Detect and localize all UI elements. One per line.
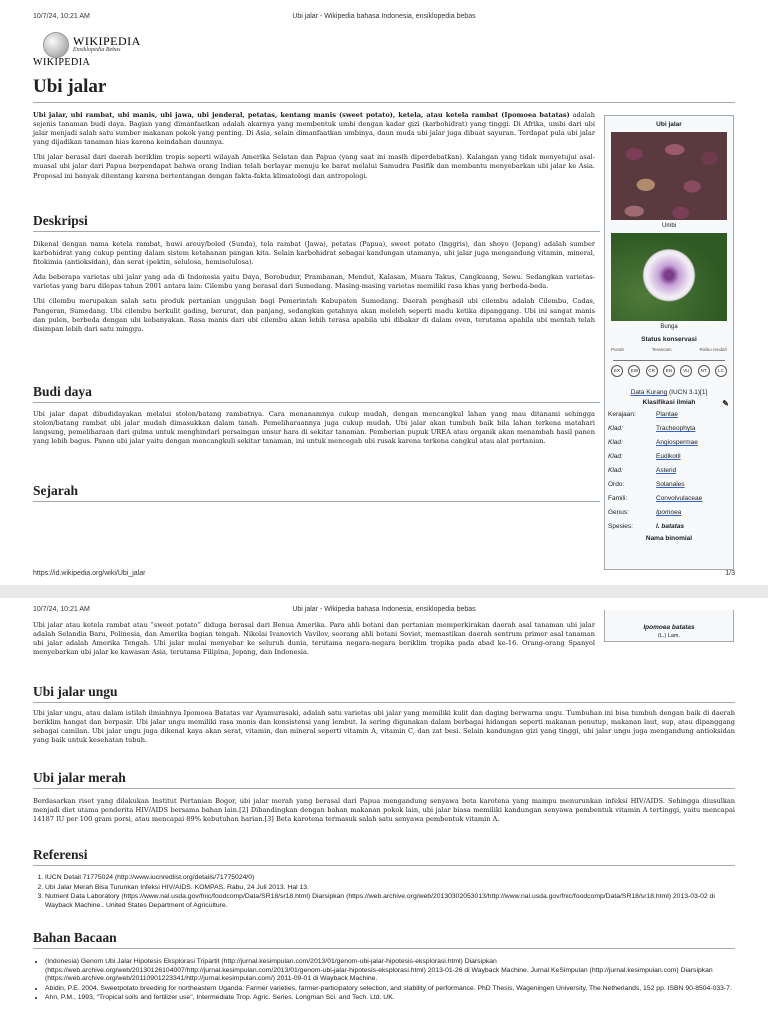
taxon-row: Kerajaan: Plantae (608, 411, 679, 418)
reading-item: • Abidin, P.E. 2004. Sweetpotato breeding for northeastern Uganda: Farmer varieties, farmer-participatory selection, and stability of performance. PhD Thesis, Wageningen University, The Netherlands, 152 pp. ISBN 90-8504-033-7. (45, 985, 735, 994)
reference-item: 2. Ubi Jalar Merah Bisa Turunkan Infeksi HIV/AIDS. KOMPAS. Rabu, 24 Juli 2013. Hal 13. (45, 884, 735, 893)
taxon-row: Klad: Angiospermae (608, 439, 698, 446)
article-intro (33, 111, 595, 187)
logo-subtitle: WIKIPEDIA (33, 57, 91, 68)
cons-code-nt[interactable]: NT (698, 365, 710, 377)
cons-code-en[interactable]: EN (663, 365, 675, 377)
section-heading-referensi: Referensi (33, 847, 735, 866)
section-sejarah (33, 621, 595, 663)
intro-names: Ubi jalar, ubi rambat, ubi manis, ubi jawa, ubi jenderal, petatas, kentang manis (sweet potato), ketela, atau ketela rambat (Ipomoea batatas) (33, 111, 570, 119)
section-heading-merah: Ubi jalar merah (33, 770, 735, 789)
cons-label-lowrisk: Risiko rendah (699, 347, 727, 352)
infobox (604, 115, 734, 570)
cons-code-lc[interactable]: LC (715, 365, 727, 377)
binomial-name: Ipomoea batatas (643, 624, 695, 631)
section-merah (33, 797, 735, 830)
deskripsi-paragraph-2: Ada beberapa varietas ubi jalar yang ada di Indonesia yaitu Daya, Borobudur, Prambanan, Mendut, Kalasan, Muara Takus, Cangkuang, Sewu. Sedangkan varietas-varietas yang baru dilepas tahun 2001 antara lain: Cilembu yang berasal dari Sumedang. Masing-masing varietas memiliki rasa khas yang berbeda-beda. (33, 273, 595, 291)
deskripsi-paragraph-1: Dikenal dengan nama ketela rambat, huwi areuy/boled (Sunda), tela rambat (Jawa), petatas (Papua), sweet potato (Inggris), dan shoyo (Jepang) adalah sumber karbohidrat yang cukup penting dalam sistem ketahanan pangan kita. Selain karbohidrat sebagai kandungan utamanya, ubi jalar juga mengandung vitamin, mineral, fitokimia (antioksidan), dan serat (pektin, selulosa, hemiselulosa). (33, 240, 595, 267)
data-status (605, 389, 733, 396)
conservation-status-title: Status konservasi (641, 336, 697, 343)
flower-caption: Bunga (660, 324, 678, 330)
edit-pencil-icon[interactable]: ✎ (722, 399, 729, 408)
wikipedia-logo[interactable] (33, 30, 143, 70)
cons-label-extinct: Punah (611, 347, 625, 352)
iucn-ref: (IUCN 3.1)[1] (669, 389, 708, 396)
reading-list (33, 958, 735, 1004)
sejarah-paragraph-1: Ubi jalar atau ketela rambat atau “sweet potato” diduga berasal dari Benua Amerika. Para ahli botani dan pertanian memperkirakan daerah asal tanaman ubi jalar adalah Selandia Baru, Polinesia, dan Amerika bagian tengah. Nikolai Ivanovich Vavilov, seorang ahli botani Soviet, memastikan daerah sentrum primer asal tanaman ubi jalar adalah Amerika Tengah. Ubi jalar mulai menyebar ke seluruh dunia, terutama negara-negara beriklim tropika pada abad ke-16. Orang-orang Spanyol menyebarkan ubi jalar ke kawasan Asia, terutama Filipina, Jepang, dan Indonesia. (33, 621, 595, 657)
section-heading-budidaya: Budi daya (33, 384, 600, 403)
section-heading-deskripsi: Deskripsi (33, 213, 600, 232)
taxon-row: Spesies: I. batatas (608, 523, 685, 530)
taxon-row: Genus: Ipomoea (608, 509, 682, 516)
section-heading-bacaan: Bahan Bacaan (33, 930, 735, 949)
taxon-row: Klad: Eudikotil (608, 453, 681, 460)
merah-paragraph-1: Berdasarkan riset yang dilakukan Institut Pertanian Bogor, ubi jalar merah yang berasal dari Papua mengandung senyawa beta karotena yang mampu menurunkan infeksi HIV/AIDS. Sehingga diusulkan menjadi diet utama penderita HIV/AIDS bersama bahan lain.[2] Dibandingkan dengan bahan makanan pokok lain, ubi jalar biasa memiliki kandungan senyawa pembentuk vitamin A tertinggi, yaitu mencapai 14187 IU per 100 gram porsi, atau mencapai 89% kebutuhan harian.[3] Beta karotena termasuk salah satu senyawa pembentuk vitamin A. (33, 797, 735, 824)
reading-item[interactable]: • (Indonesia) Genom Ubi Jalar Hipotesis Eksplorasi Tripartit (http://jurnal.kesimpulan.com/2013/01/genom-ubi-jalar-hipotesis-eksplorasi.html) Diarsipkan (https://web.archive.org/web/20130126104007/http://jurnal.kesimpulan.com/2013/01/genom-ubi-jalar-hipotesis-eksplorasi.html) 2013-01-26 di Wayback Machine. Jurnal KeSimpulan (http://jurnal.kesimpulan.com) Diarsipkan (https://web.archive.org/web/20110901223341/http://jurnal.kesimpulan.com/) 2011-09-01 di Wayback Machine. (45, 958, 735, 984)
print-page-title-2: Ubi jalar - Wikipedia bahasa Indonesia, ensiklopedia bebas (292, 606, 476, 613)
print-url: https://id.wikipedia.org/wiki/Ubi_jalar (33, 570, 146, 577)
taxon-row: Klad: Asterid (608, 467, 677, 474)
binomial-author: (L.) Lam. (657, 633, 680, 639)
cons-code-ex[interactable]: EX (611, 365, 623, 377)
section-heading-sejarah: Sejarah (33, 483, 600, 502)
print-datetime-2: 10/7/24, 10:21 AM (33, 606, 90, 613)
cons-code-vu[interactable]: VU (680, 365, 692, 377)
cons-label-threatened: Terancam (651, 347, 672, 352)
flower-photo[interactable] (611, 233, 727, 321)
intro-paragraph-2: Ubi jalar berasal dari daerah beriklim tropis seperti wilayah Amerika Selatan dan Papua (yang saat ini masih diperdebatkan). Kalangan yang tidak menyetujui asal-muasal ubi jalar dari Papua berpendapat bahwa orang Indian telah berlayar menuju ke barat melalui Samudra Pasifik dan membantu menyebarkan ubi jalar ke Asia. Proposal ini banyak ditentang karena bertentangan dengan fakta-fakta klimatologi dan antropologi. (33, 153, 595, 180)
tuber-caption: Umbi (661, 223, 676, 229)
taxon-row: Klad: Tracheophyta (608, 425, 696, 432)
infobox-continued (604, 610, 734, 642)
infobox-title: Ubi jalar (656, 121, 682, 128)
data-status-link[interactable]: Data Kurang (630, 389, 668, 396)
tuber-photo[interactable] (611, 132, 727, 220)
page-gap (0, 585, 768, 598)
deskripsi-paragraph-3: Ubi cilembu merupakan salah satu produk pertanian unggulan bagi Pemerintah Kabupaten Sumedang. Daerah penghasil ubi cilembu adalah Cilembu, Cadas, Pangeran, Sumedang. Ubi cilembu berkulit gading, berurat, dan panjang, sedangkan getahnya akan meleleh seperti madu ketika dipanggang. Ubi ini sangat manis dan pulen, berbeda dengan ubi kebanyakan. Rasa manis dari ubi cilembu akan lebih terasa apabila ubi dibakar di dalam oven, terutama apabila ubi mentah telah disimpan lebih dari satu minggu. (33, 297, 595, 333)
section-budidaya (33, 410, 595, 452)
wikipedia-globe-icon (43, 32, 69, 58)
section-deskripsi (33, 240, 595, 340)
intro-paragraph-1: Ubi jalar, ubi rambat, ubi manis, ubi jawa, ubi jenderal, petatas, kentang manis (sweet potato), ketela, atau ketela rambat (Ipomoea batatas) adalah sejenis tanaman budi daya. Bagian yang dimanfaatkan adalah akarnya yang membentuk umbi dengan kadar gizi (karbohidrat) yang tinggi. Di Afrika, umbi dari ubi jalar menjadi salah satu sumber makanan pokok yang penting. Di Asia, selain dimanfaatkan umbinya, daun muda ubi jalar juga dibuat sayuran. Terdapat pula ubi jalar yang dijadikan tanaman hias karena keindahan daunnya. (33, 111, 595, 147)
reference-item[interactable]: 1. IUCN Detail 71775024 (http://www.iucnredlist.org/details/71775024/0) (45, 874, 735, 883)
print-page-number: 1/3 (725, 570, 735, 577)
print-datetime: 10/7/24, 10:21 AM (33, 13, 90, 20)
logo-tagline: Ensiklopedia Bebas (73, 47, 121, 53)
print-footer (33, 570, 735, 577)
page-title: Ubi jalar (33, 76, 735, 103)
reading-item: • Ahn, P.M., 1993, "Tropical soils and fertilizer use", Intermediate Trop. Agric. Series. Longman Sci. and Tech. Ltd. UK. (45, 994, 735, 1003)
logo-wordmark: WIKIPEDIA (73, 34, 141, 48)
taxon-row: Famili: Convolvulaceae (608, 495, 703, 502)
budidaya-paragraph-1: Ubi jalar dapat dibudidayakan melalui stolon/batang rambatnya. Cara menanamnya cukup mudah, dengan mencangkul lahan yang mau ditanami sehingga stolon/batang rambat ubi jalar mudah dimasukkan dalam tanah. Pemeliharaannya juga cukup mudah. Ubi jalar akan tumbuh baik bila lahan terkena matahari langsung, pemeliharaan dari gulma untuk menghindari persaingan unsur hara di sekitar tanaman. Pemberian pupuk UREA atau organik akan menambah hasil panen yang lebih bagus. Panen ubi jalar yaitu dengan mencangkuli sekitar tanaman, ini untuk mencegah ubi rusak karena terkena cangkul atau alat pertanian. (33, 410, 595, 446)
reference-item[interactable]: 3. Nutrient Data Laboratory (https://www.nal.usda.gov/fnic/foodcomp/Data/SR18/sr18.html) Diarsipkan (https://web.archive.org/web/20130302053013/http://www.nal.usda.gov/fnic/foodcomp/Data/SR18/sr18.html) 2013-03-02 di Wayback Machine.. United States Department of Agriculture. (45, 893, 735, 910)
section-heading-ungu: Ubi jalar ungu (33, 684, 735, 703)
section-ungu (33, 709, 735, 751)
conservation-scale (611, 347, 727, 389)
taxon-row: Ordo: Solanales (608, 481, 685, 488)
print-page-title: Ubi jalar - Wikipedia bahasa Indonesia, ensiklopedia bebas (292, 13, 476, 20)
cons-code-cr[interactable]: CR (646, 365, 658, 377)
binomial-title: Nama binomial (645, 535, 693, 542)
ungu-paragraph-1: Ubi jalar ungu, atau dalam istilah ilmiahnya Ipomoea Batatas var Ayamurasaki, adalah satu varietas ubi jalar yang memiliki kulit dan daging berwarna ungu. Tumbuhan ini bisa tumbuh dengan baik di daerah beriklim hangat dan berpasir. Ubi jalar ungu memiliki rasa manis dan konsistensi yang lembut. Ia sering digunakan dalam berbagai hidangan seperti makanan penutup, makanan laut, sup, atau dipanggang sebagai camilan. Ubi jalar ungu juga dikenal kaya akan serat, vitamin, dan mineral seperti vitamin A, vitamin C, dan zat besi. Selain kandungan gizi yang tinggi, ubi jalar ungu juga mengandung antioksidan yang baik untuk kesehatan tubuh. (33, 709, 735, 745)
cons-code-ew[interactable]: EW (628, 365, 640, 377)
reference-list (33, 874, 735, 911)
classification-title: Klasifikasi ilmiah ✎ (642, 399, 729, 408)
print-header (33, 13, 735, 20)
